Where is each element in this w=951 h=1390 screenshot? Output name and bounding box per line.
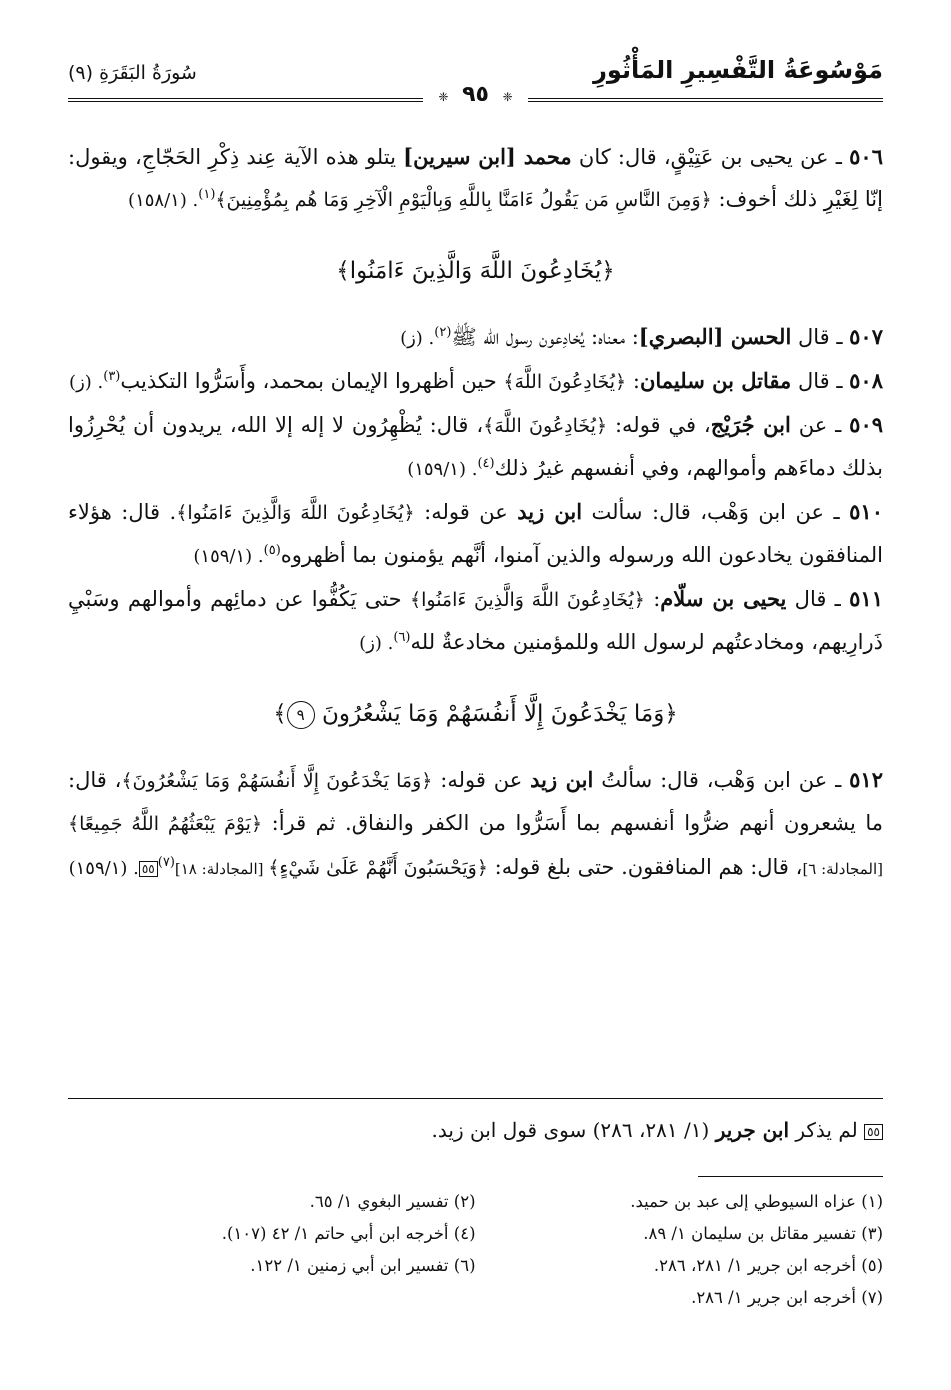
source-ref: . (١٥٩/١) <box>407 459 478 480</box>
text: ، في قوله: <box>607 413 711 437</box>
quran-quote: ﴿يُخَادِعُونَ اللَّهَ وَالَّذِينَ ءَامَنُوا﴾ <box>409 589 645 611</box>
footnote-marker[interactable]: (١) <box>198 187 216 202</box>
footnote-5: (٥) أخرجه ابن جرير ١/ ٢٨١، ٢٨٦. <box>653 1256 883 1275</box>
narrator-name: مقاتل بن سليمان <box>639 368 792 393</box>
quran-quote: ﴿وَيَحْسَبُونَ أَنَّهُمْ عَلَىٰ شَيْءٍ﴾ <box>268 857 488 879</box>
text: ـ عن <box>790 413 850 437</box>
footnote-7: (٧) أخرجه ابن جرير ١/ ٢٨٦. <box>691 1288 883 1307</box>
narration-510 <box>68 491 883 578</box>
text: حتى يَكُفُّوا عن دمائِهم وأموالهم وسَبْيِ ذَرارِيهم، ومخادعتُهم لرسول الله وللمؤمنين مخادعةٌ لله <box>68 587 883 654</box>
text: : معناه: يُخادِعون رسول الله ﷺ <box>451 325 639 349</box>
source-ref: . (ز) <box>69 372 104 393</box>
narrator-name: ابن زيد <box>530 767 594 792</box>
narration-number: ٥١٠ <box>849 499 883 524</box>
text: : <box>644 587 661 611</box>
text: حين أظهروا الإيمان بمحمد، وأَسَرُّوا التكذيب <box>120 369 504 393</box>
ayah-number-icon: ٩ <box>287 701 315 729</box>
footnote-marker[interactable]: (٢) <box>434 325 452 340</box>
narration-511 <box>68 578 883 665</box>
footnote-marker[interactable]: (٥) <box>263 543 281 558</box>
text: ، قال: ما يشعرون أنهم ضرُّوا أنفسهم بما أَسَرُّوا من الكفر والنفاق. ثم قرأ: <box>68 768 883 835</box>
quran-quote: ﴿يُخَادِعُونَ اللَّهَ وَالَّذِينَ ءَامَنُوا﴾ <box>176 502 415 524</box>
narration-506 <box>68 136 883 222</box>
verse-heading-2 <box>68 693 883 735</box>
text: (١/ ٢٨١، ٢٨٦) سوى قول ابن زيد. <box>431 1118 716 1142</box>
text: ـ قال <box>786 587 850 611</box>
narrator-name: يحيى بن سلّام <box>660 586 787 611</box>
quran-quote: ﴿يَوْمَ يَبْعَثُهُمُ اللَّهُ جَمِيعًا﴾ <box>68 813 263 835</box>
quran-quote: ﴿يُخَادِعُونَ اللَّهَ﴾ <box>503 371 627 393</box>
book-title: مَوْسُوعَةُ التَّفْسِيرِ المَأْثُورِ <box>593 56 883 84</box>
ornament-icon: ❈ <box>502 90 513 104</box>
footnotes <box>68 1186 883 1314</box>
text: ـ قال <box>791 369 850 393</box>
text: عن قوله: <box>414 500 518 524</box>
text: ، قال: هم المنافقون. حتى بلغ قوله: <box>487 855 803 879</box>
source-ref: . (١٥٩/١) <box>193 546 264 567</box>
page-number: ٩٥ <box>462 82 489 107</box>
remark-marker[interactable]: ٥٥ <box>139 861 158 877</box>
narration-number: ٥٠٧ <box>849 324 883 349</box>
narrator-name: الحسن [البصري] <box>638 324 792 349</box>
source-ref: . (ز) <box>400 328 435 349</box>
verse-heading-1: ﴿يُخَادِعُونَ اللَّهَ وَالَّذِينَ ءَامَنُوا﴾ <box>336 258 615 284</box>
narration-number: ٥١٢ <box>849 767 883 792</box>
footnote-marker[interactable]: (٧) <box>157 855 175 870</box>
footnote-4: (٤) أخرجه ابن أبي حاتم ١/ ٤٢ (١٠٧). <box>221 1224 476 1243</box>
quran-quote: ﴿وَمَا يَخْدَعُونَ إِلَّا أَنفُسَهُمْ وَمَا يَشْعُرُونَ﴾ <box>121 770 433 792</box>
ornament-icon: ❈ <box>438 90 449 104</box>
narration-number: ٥٠٦ <box>849 144 883 169</box>
main-text <box>68 136 883 890</box>
header-rule-left <box>68 98 423 102</box>
verse-text: ﴿وَمَا يَخْدَعُونَ إِلَّا أَنفُسَهُمْ وَمَا يَشْعُرُونَ <box>322 701 678 727</box>
remark-marker: ٥٥ <box>864 1124 883 1140</box>
surah-ref: [المجادلة: ٦] <box>802 860 883 878</box>
source-ref: . (١٥٩/١) <box>68 858 139 879</box>
footnote-2: (٢) تفسير البغوي ١/ ٦٥. <box>309 1192 476 1211</box>
footnote-marker[interactable]: (٤) <box>477 456 495 471</box>
author-name: ابن جرير <box>715 1118 789 1142</box>
footnote-marker[interactable]: (٦) <box>393 630 411 645</box>
narrator-name: محمد [ابن سيرين] <box>403 144 572 169</box>
header-rule-right <box>528 98 883 102</box>
remark-separator <box>68 1098 883 1099</box>
narration-512 <box>68 759 883 890</box>
page-number-block <box>432 82 518 107</box>
narrator-name: ابن جُرَيْج <box>710 412 791 437</box>
text: . قال: هؤلاء المنافقون يخادعون الله ورسوله والذين آمنوا، أنَّهم يؤمنون بما أظهروه <box>68 500 883 567</box>
narration-508 <box>68 360 883 404</box>
narration-number: ٥٠٨ <box>849 368 883 393</box>
remark-note <box>68 1112 883 1148</box>
footnote-6: (٦) تفسير ابن أبي زمنين ١/ ١٢٢. <box>250 1256 476 1275</box>
text: يتلو هذه الآية عِند ذِكْرِ الحَجّاجِ، ويقول: إنّا لِغَيْرِ ذلك أخوف: <box>68 145 883 211</box>
text: ـ قال <box>791 325 850 349</box>
narration-507 <box>68 316 883 360</box>
text: ـ عن ابن وَهْب، قال: سألتُ <box>593 768 850 792</box>
footnote-1: (١) عزاه السيوطي إلى عبد بن حميد. <box>630 1192 883 1211</box>
surah-ref: [المجادلة: ١٨] <box>174 860 269 878</box>
surah-label: سُورَةُ البَقَرَةِ (٩) <box>68 62 197 84</box>
narration-number: ٥١١ <box>849 586 883 611</box>
footnote-3: (٣) تفسير مقاتل بن سليمان ١/ ٨٩. <box>643 1224 883 1243</box>
narration-number: ٥٠٩ <box>849 412 884 437</box>
page-header <box>68 52 883 112</box>
quran-quote: ﴿وَمِنَ النَّاسِ مَن يَقُولُ ءَامَنَّا بِاللَّهِ وَبِالْيَوْمِ الْآخِرِ وَمَا هُم بِمُؤْمِنِينَ﴾ <box>215 189 712 211</box>
quran-quote: ﴿يُخَادِعُونَ اللَّهَ﴾ <box>483 415 608 437</box>
text: ، قال: يُظْهِرُون لا إله إلا الله، يريدون أن يُحْرِزُوا بذلك دماءَهم وأموالهم، وفي أنفسهم غيرُ ذلك <box>68 413 883 480</box>
text: ـ عن يحيى بن عَتِيْقٍ، قال: كان <box>571 145 850 169</box>
source-ref: . (١٥٨/١) <box>128 190 199 211</box>
narration-509 <box>68 404 883 491</box>
footnote-marker[interactable]: (٣) <box>103 369 121 384</box>
verse-bracket: ﴾ <box>273 701 287 727</box>
text: ـ عن ابن وَهْب، قال: سألت <box>582 500 850 524</box>
source-ref: . (ز) <box>359 633 394 654</box>
text: عن قوله: <box>432 768 531 792</box>
text: لم يذكر <box>789 1118 865 1142</box>
text: : <box>626 369 640 393</box>
narrator-name: ابن زيد <box>517 499 583 524</box>
footnote-separator <box>698 1176 883 1177</box>
